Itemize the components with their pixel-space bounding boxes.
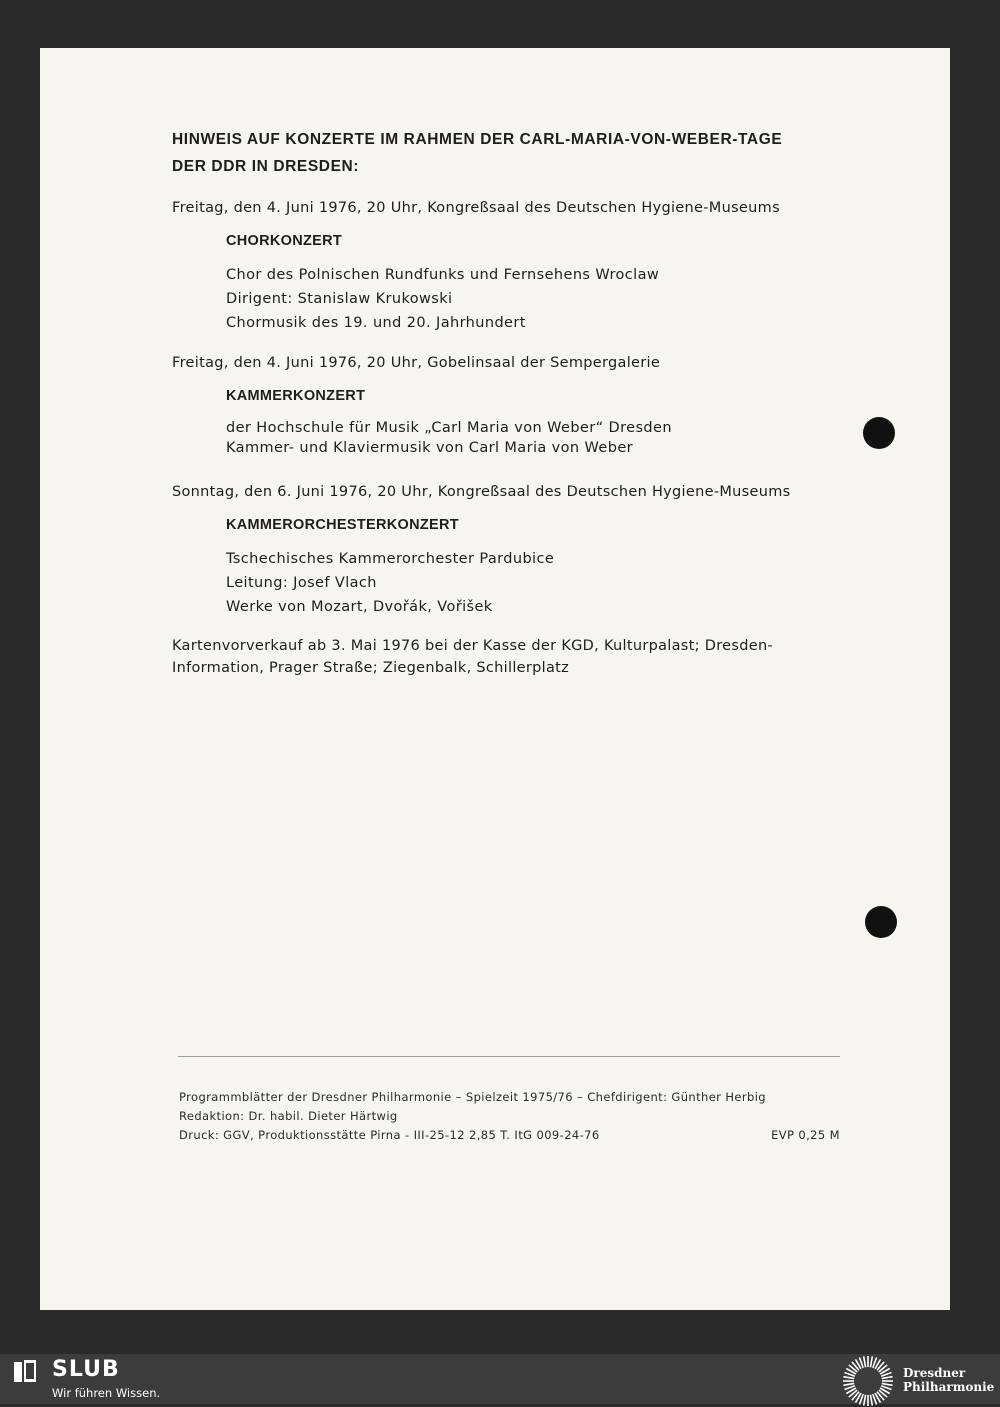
emblem-ray [882,1383,893,1385]
concert-notice [172,126,842,694]
event-detail-line: Chormusik des 19. und 20. Jahrhundert [226,315,526,331]
footer-price: EVP 0,25 M [771,1128,840,1142]
presale-line-2: Information, Prager Straße; Ziegenbalk, Schillerplatz [172,660,570,676]
footer-divider [178,1056,840,1057]
heading-line-1: HINWEIS AUF KONZERTE IM RAHMEN DER CARL-MARIA-VON-WEBER-TAGE [172,131,783,148]
document-page [40,48,950,1310]
emblem-ray [864,1356,866,1367]
emblem-ray [843,1383,854,1385]
event-kammerorchesterkonzert [172,482,842,619]
event-chorkonzert [172,198,842,335]
event-details [226,263,842,335]
slub-logo-icon[interactable] [14,1360,36,1382]
event-details [226,418,842,458]
partner-name-line-1: Dresdner [903,1366,966,1380]
event-details [226,547,842,619]
event-detail-line: Tschechisches Kammerorchester Pardubice [226,551,555,567]
slub-tagline: Wir führen Wissen. [52,1386,161,1400]
event-date-venue: Sonntag, den 6. Juni 1976, 20 Uhr, Kongreßsaal des Deutschen Hygiene-Museums [172,484,791,500]
slub-brand-name[interactable]: SLUB [52,1357,120,1382]
punch-hole-icon [863,417,895,449]
imprint-footer [179,1088,840,1145]
event-title: CHORKONZERT [226,233,343,249]
event-detail-line: Chor des Polnischen Rundfunks und Fernsehens Wroclaw [226,267,660,283]
event-title: KAMMERORCHESTERKONZERT [226,517,459,533]
event-detail-line: der Hochschule für Musik „Carl Maria von Weber“ Dresden [226,420,672,436]
viewer-bottom-bar [0,1354,1000,1404]
emblem-ray [843,1377,854,1379]
ticket-presale-note [172,635,842,679]
emblem-ray [870,1356,872,1367]
footer-line-3-row [179,1126,840,1145]
event-detail-line: Werke von Mozart, Dvořák, Vořišek [226,599,493,615]
footer-line-2: Redaktion: Dr. habil. Dieter Härtwig [179,1109,398,1123]
event-date-venue: Freitag, den 4. Juni 1976, 20 Uhr, Kongreßsaal des Deutschen Hygiene-Museums [172,200,780,216]
footer-line-1: Programmblätter der Dresdner Philharmonie – Spielzeit 1975/76 – Chefdirigent: Günther Herbig [179,1090,767,1104]
event-detail-line: Kammer- und Klaviermusik von Carl Maria von Weber [226,440,634,456]
heading-line-2: DER DDR IN DRESDEN: [172,158,360,175]
philharmonie-logo-text [903,1366,994,1394]
notice-heading [172,126,842,180]
event-title: KAMMERKONZERT [226,388,366,404]
footer-line-3: Druck: GGV, Produktionsstätte Pirna - III-25-12 2,85 T. ItG 009-24-76 [179,1128,600,1142]
event-detail-line: Leitung: Josef Vlach [226,575,377,591]
event-kammerkonzert [172,353,842,458]
event-detail-line: Dirigent: Stanislaw Krukowski [226,291,453,307]
philharmonie-emblem-icon[interactable] [842,1355,894,1407]
partner-name-line-2: Philharmonie [903,1380,995,1394]
event-date-venue: Freitag, den 4. Juni 1976, 20 Uhr, Gobelinsaal der Sempergalerie [172,355,661,371]
punch-hole-icon [865,906,897,938]
presale-line-1: Kartenvorverkauf ab 3. Mai 1976 bei der Kasse der KGD, Kulturpalast; Dresden- [172,638,773,654]
emblem-ray [882,1377,893,1379]
